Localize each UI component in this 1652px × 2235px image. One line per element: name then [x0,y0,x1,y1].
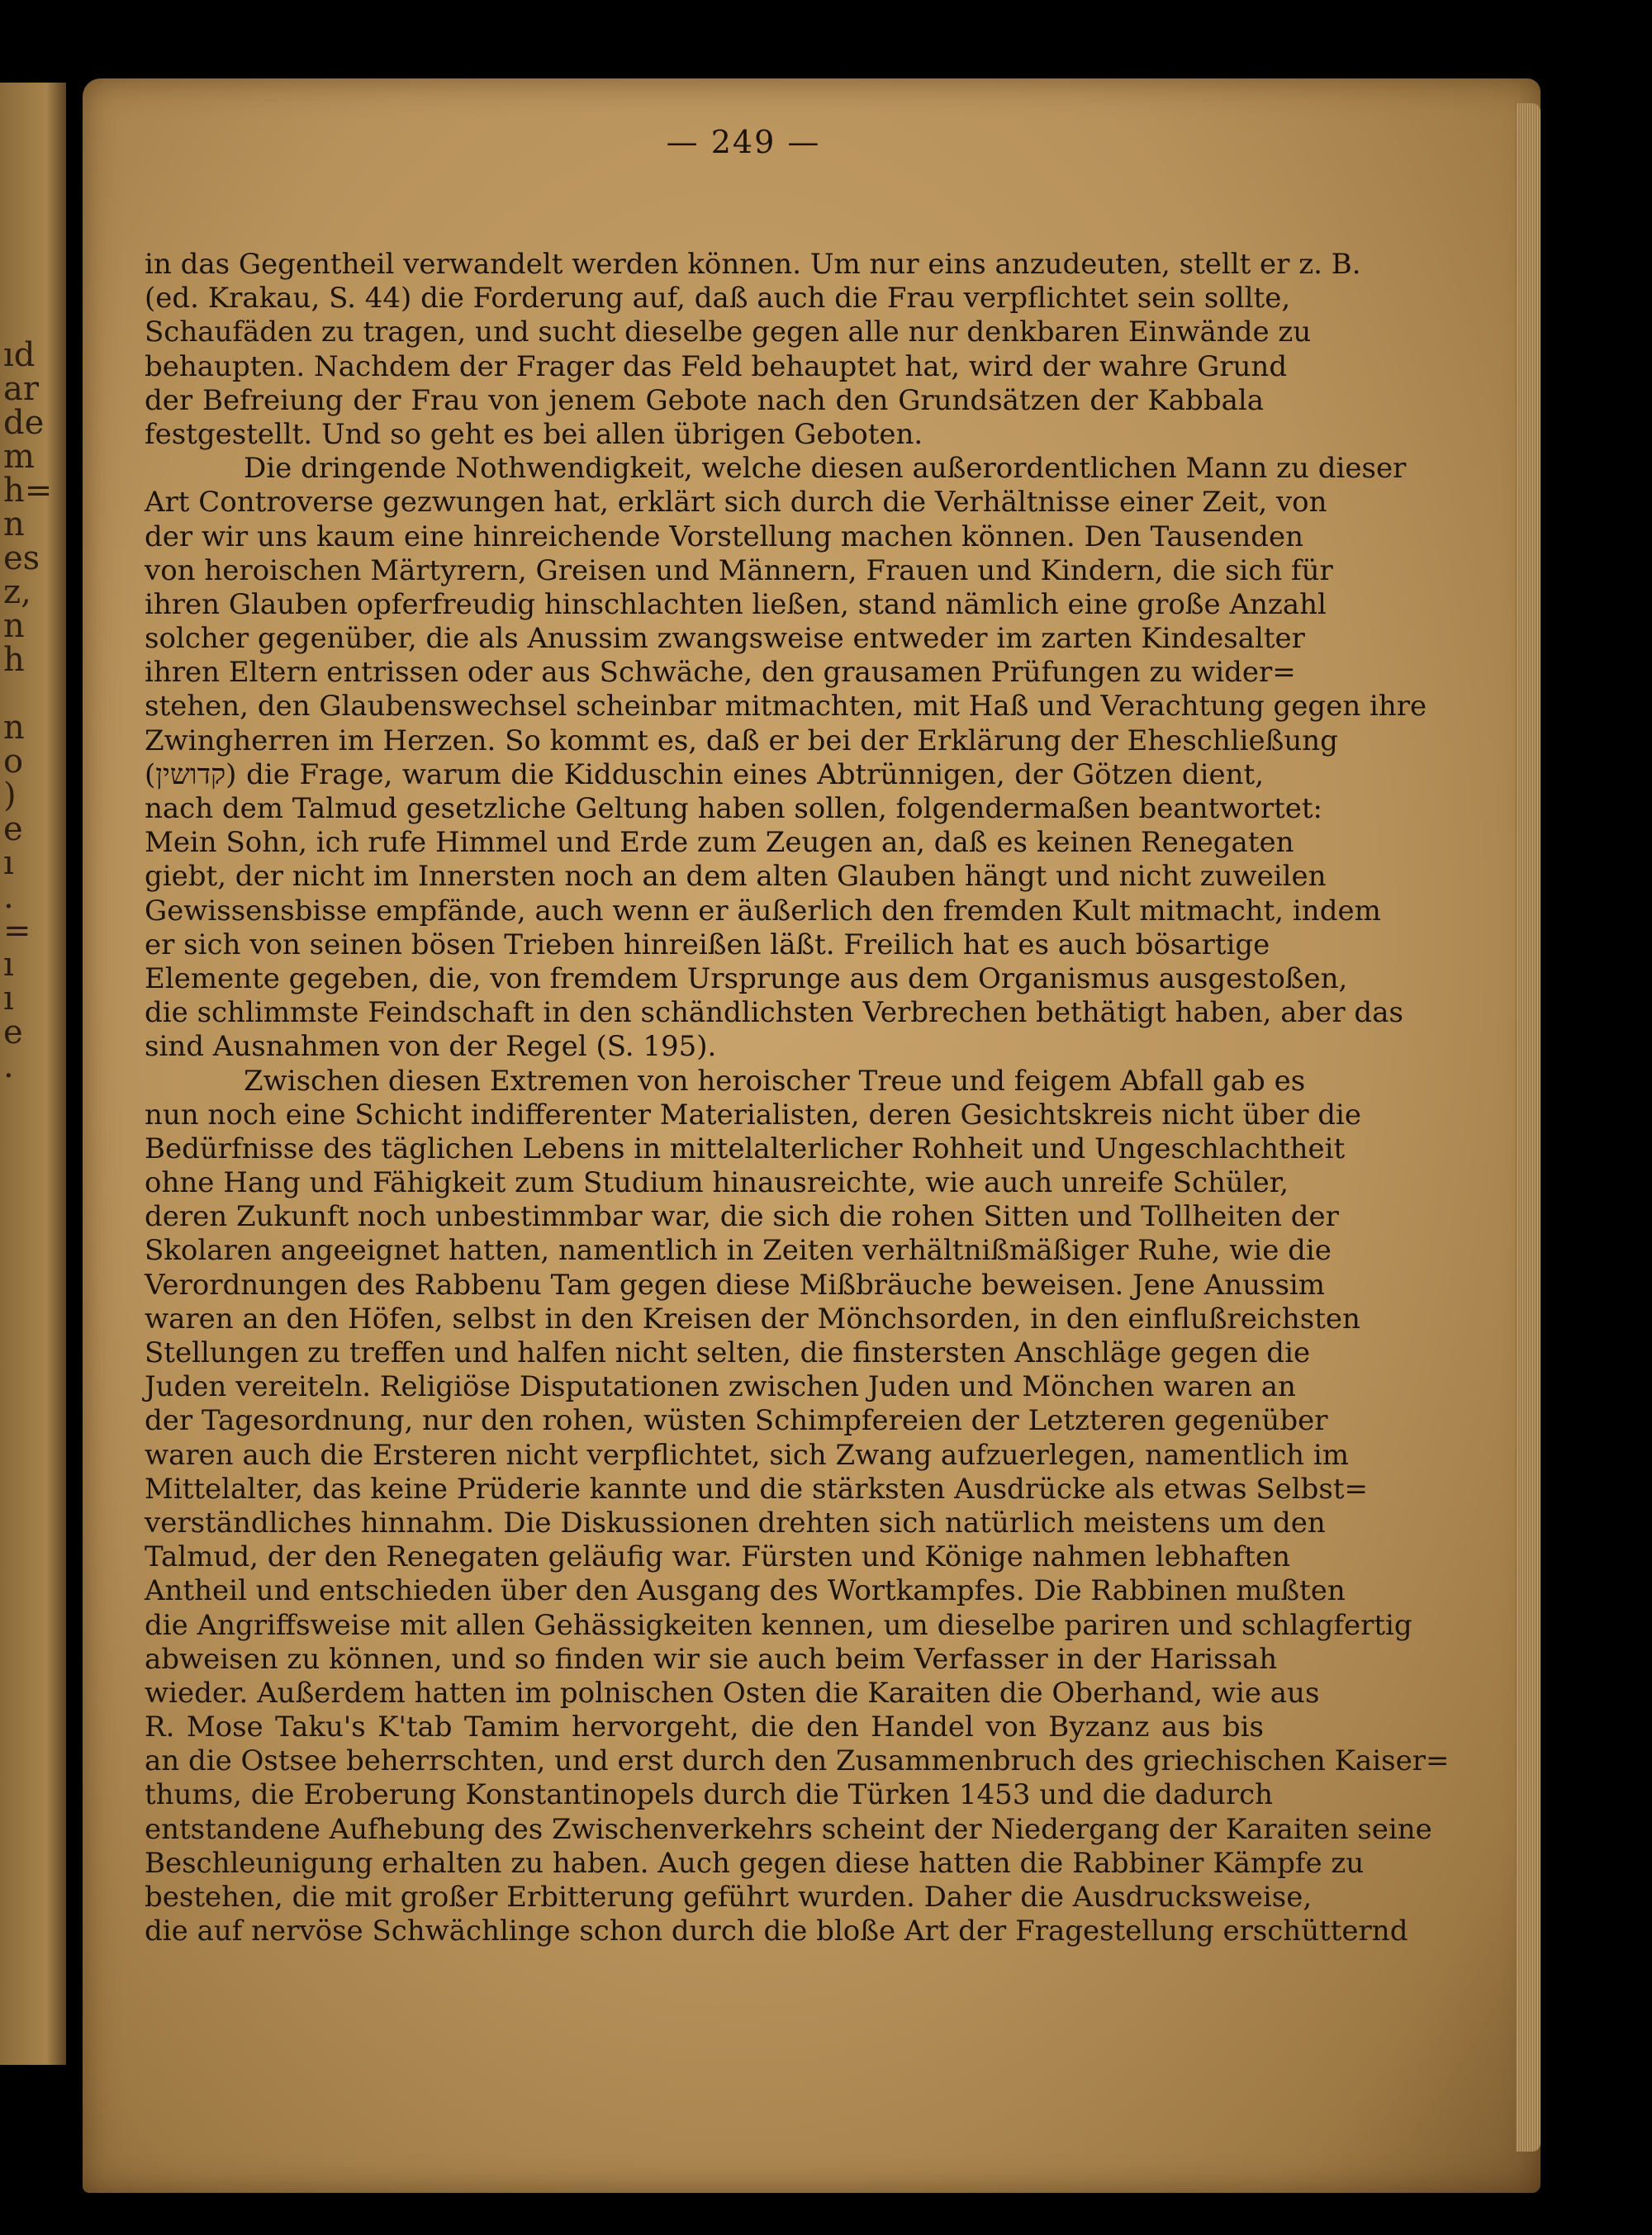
text-line: Bedürfnisse des täglichen Lebens in mittelalterlicher Rohheit und Ungeschlachtheit [145,1132,1346,1165]
prev-fragment: de [3,404,45,442]
prev-fragment: n [3,607,25,645]
text-line: (קדושין) die Frage, warum die Kiddusch​in eines Abtrünnigen, der Götzen dient, [145,757,1264,791]
text-line: bestehen, die mit großer Erbitterung geführt wurden. Daher die Ausdrucksweise, [145,1881,1313,1914]
page-number: — 249 — [666,124,821,160]
text-line: behaupten. Nachdem der Frager das Feld behauptet hat, wird der wahre Grund [145,349,1288,383]
prev-fragment: ) [3,776,17,814]
text-line: Verordnungen des Rabbenu Tam gegen diese Mißbräuche beweisen. Jene Anussim [145,1268,1326,1302]
text-line: waren an den Höfen, selbst in den Kreisen der Mönchsorden, in den einflußreichsten [145,1302,1360,1336]
prev-fragment: . [3,878,14,916]
text-line: Die dringende Nothwendigkeit, welche diesen außerordentlichen Mann zu dieser [244,452,1407,486]
text-line: die schlimmste Feindschaft in den schändlichsten Verbrechen bethätigt haben, aber das [145,996,1403,1030]
text-line: festgestellt. Und so geht es bei allen übrigen Geboten. [145,417,923,451]
text-line: in das Gegentheil verwandelt werden können. Um nur eins anzudeuten, stellt er z. B. [145,248,1361,281]
text-line: ohne Hang und Fähigkeit zum Studium hinausreichte, wie auch unreife Schüler, [145,1166,1289,1200]
text-line: deren Zukunft noch unbestimmbar war, die sich die rohen Sitten und Tollheiten der [145,1200,1339,1234]
text-line: von heroischen Märtyrern, Greisen und Männern, Frauen und Kindern, die sich für [145,553,1333,587]
text-line: Juden vereiteln. Religiöse Disputationen zwischen Juden und Mönchen waren an [145,1370,1296,1404]
text-line: Beschleunigung erhalten zu haben. Auch gegen diese hatten die Rabbiner Kämpfe zu [145,1846,1365,1880]
text-line: Art Controverse gezwungen hat, erklärt sich durch die Verhältnisse einer Zeit, von [145,486,1327,520]
text-line: Zwingherren im Herzen. So kommt es, daß er bei der Erklärung der Eheschließung [145,724,1338,757]
prev-fragment: ı [3,844,14,882]
prev-fragment: = [3,912,31,950]
text-line: thums, die Eroberung Konstantinopels durch die Türken 1453 und die dadurch [145,1778,1274,1812]
text-line: waren auch die Ersteren nicht verpflichtet, sich Zwang aufzuerlegen, namentlich im [145,1438,1349,1472]
text-line: der Befreiung der Frau von jenem Gebote nach den Grundsätzen der Kabbala [145,383,1264,417]
text-line: R. Mose Taku's K'tab Tamim hervorgeht, die den Handel von Byzanz aus bis [145,1711,1264,1744]
text-line: stehen, den Glaubenswechsel scheinbar mitmachten, mit Haß und Verachtung gegen ihre [145,690,1427,724]
text-line: Gewissensbisse empfände, auch wenn er äußerlich den fremden Kult mitmacht, indem [145,894,1381,928]
prev-fragment: ı [3,946,14,984]
body-text [145,248,1450,1948]
text-line: die Angriffsweise mit allen Gehässigkeiten kennen, um dieselbe pariren und schlagfertig [145,1608,1412,1642]
text-line: nun noch eine Schicht indifferenter Materialisten, deren Gesichtskreis nicht über die [145,1098,1362,1132]
prev-fragment: ar [3,370,39,408]
prev-fragment [3,677,61,711]
text-line: der wir uns kaum eine hinreichende Vorstellung machen können. Den Tausenden [145,520,1304,553]
text-line: (ed. Krakau, S. 44) die Forderung auf, daß auch die Frau verpflichtet sein sollte, [145,282,1291,316]
text-line: giebt, der nicht im Innersten noch an dem alten Glauben hängt und nicht zuweilen [145,860,1327,894]
text-line: an die Ostsee beherrschten, und erst durch den Zusammenbruch des griechischen Kaiser= [145,1744,1450,1778]
previous-page-edge [0,83,66,2065]
text-line: Mittelalter, das keine Prüderie kannte und die stärksten Ausdrücke als etwas Selbst= [145,1472,1368,1506]
text-line: ihren Glauben opferfreudig hinschlachten ließen, stand nämlich eine große Anzahl [145,587,1327,621]
text-line: Schaufäden zu tragen, und sucht dieselbe gegen alle nur denkbaren Einwände zu [145,316,1312,349]
prev-fragment: h= [3,472,53,510]
text-line: nach dem Talmud gesetzliche Geltung haben sollen, folgendermaßen beantwortet: [145,792,1322,825]
text-line: Antheil und entschieden über den Ausgang des Wortkampfes. Die Rabbinen mußten [145,1574,1346,1608]
text-line: entstandene Aufhebung des Zwischenverkehrs scheint der Niedergang der Karaiten seine [145,1812,1432,1846]
prev-fragment: . [3,1047,14,1085]
prev-fragment: e [3,810,23,848]
prev-fragment: n [3,505,25,543]
text-line: der Tagesordnung, nur den rohen, wüsten Schimpfereien der Letzteren gegenüber [145,1404,1328,1438]
text-line: Mein Sohn, ich rufe Himmel und Erde zum Zeugen an, daß es keinen Renegaten [145,826,1294,860]
prev-fragment: ıd [3,336,36,374]
prev-fragment: m [3,438,35,476]
text-line: Skolaren angeeignet hatten, namentlich in Zeiten verhältnißmäßiger Ruhe, wie die [145,1234,1332,1268]
text-line: wieder. Außerdem hatten im polnischen Osten die Karaiten die Oberhand, wie aus [145,1676,1320,1710]
text-line: solcher gegenüber, die als Anussim zwangsweise entweder im zarten Kindesalter [145,622,1305,656]
prev-fragment: es [3,539,40,577]
text-line: er sich von seinen bösen Trieben hinreißen läßt. Freilich hat es auch bösartige [145,928,1270,961]
prev-fragment: n [3,709,25,747]
page-stack-edge [1516,103,1540,2152]
text-line: verständliches hinnahm. Die Diskussionen drehten sich natürlich meistens um den [145,1506,1326,1540]
text-line: Zwischen diesen Extremen von heroischer Treue und feigem Abfall gab es [244,1064,1306,1098]
text-line: Stellungen zu treffen und halfen nicht selten, die finstersten Anschläge gegen die [145,1336,1311,1369]
text-line: sind Ausnahmen von der Regel (S. 195). [145,1030,717,1064]
prev-fragment: ı [3,980,14,1018]
text-line: Elemente gegeben, die, von fremdem Ursprunge aus dem Organismus ausgestoßen, [145,961,1348,995]
text-line: Talmud, der den Renegaten geläufig war. Fürsten und Könige nahmen lebhaften [145,1540,1290,1574]
prev-fragment: o [3,743,24,781]
prev-fragment: h [3,641,25,679]
prev-fragment: e [3,1013,23,1051]
prev-fragment: z, [3,573,31,611]
text-line: die auf nervöse Schwächlinge schon durch die bloße Art der Fragestellung erschütternd [145,1915,1408,1948]
previous-page-text [3,336,61,1085]
text-line: abweisen zu können, und so finden wir sie auch beim Verfasser in der Harissah [145,1642,1278,1676]
text-line: ihren Eltern entrissen oder aus Schwäche, den grausamen Prüfungen zu wider= [145,656,1296,690]
